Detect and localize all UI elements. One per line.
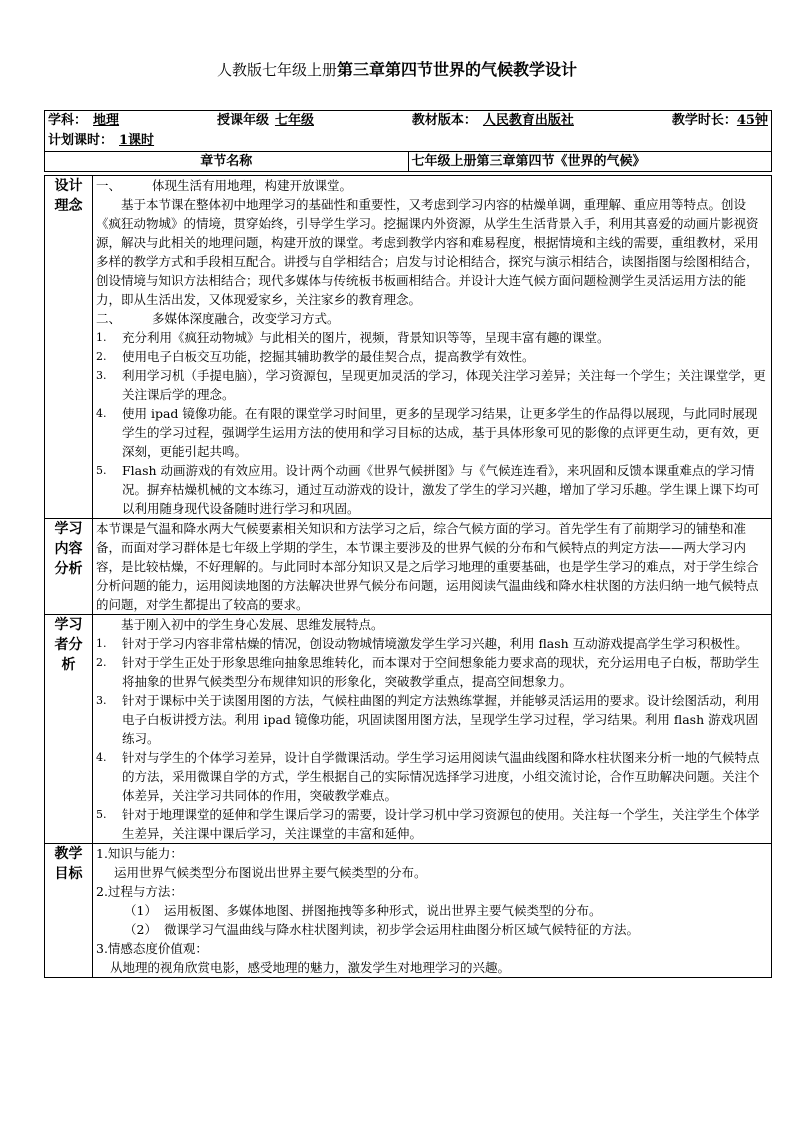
- list-item: [96, 461, 768, 518]
- learner-analysis-row: [45, 615, 772, 844]
- edition-value: 人民教育出版社: [482, 113, 574, 128]
- goals-row: [45, 844, 772, 978]
- list-item: [96, 347, 768, 366]
- lesson-plan-table: [44, 110, 772, 172]
- item-number: 3.: [96, 369, 107, 382]
- item-number: 1.: [96, 637, 107, 650]
- title-prefix: 人教版七年级上册: [216, 61, 337, 79]
- item-number: 4.: [96, 407, 107, 420]
- learner-analysis-label: 学习者分析: [45, 615, 93, 844]
- plan-value: 1课时: [119, 133, 155, 148]
- design-list: [96, 328, 768, 518]
- list-item: [96, 691, 768, 748]
- item-number: 4.: [96, 751, 107, 764]
- learner-analysis-content: [93, 615, 772, 844]
- item-text: 针对于学生正处于形象思维向抽象思维转化，而本课对于空间想象能力要求高的现状，充分运用电子白板，帮助学生将抽象的世界气候类型分布规律知识的形象化，突破教学重点，提高空间想象力。: [122, 655, 760, 689]
- goals-label: 教学目标: [45, 844, 93, 978]
- subject-value: 地理: [93, 113, 120, 128]
- plan-label: 计划课时：: [48, 133, 114, 148]
- item-text: 针对于地理课堂的延伸和学生课后学习的需要，设计学习机中学习资源包的使用。关注每一个学生，关注学生个体学生差异，关注课中课后学习，关注课堂的丰富和延伸。: [122, 807, 760, 841]
- learner-list: [96, 634, 768, 843]
- header-line-1: [48, 111, 768, 131]
- list-item: [96, 404, 768, 461]
- goals-heading-2: 2.过程与方法：: [96, 884, 183, 899]
- list-item: [96, 328, 768, 347]
- list-item: [96, 805, 768, 843]
- duration-group: [672, 111, 768, 131]
- content-table: [44, 175, 772, 978]
- list-item: [96, 634, 768, 653]
- subject-label: 学科：: [48, 113, 88, 128]
- design-content: [93, 176, 772, 519]
- learner-intro: 基于刚入初中的学生身心发展、思维发展特点。: [121, 617, 384, 632]
- content-analysis-label: 学习内容分析: [45, 519, 93, 615]
- header-line-2: [48, 131, 768, 151]
- heading-text: 多媒体深度融合，改变学习方式。: [152, 311, 340, 326]
- grade-group: [217, 111, 320, 131]
- subject-group: [48, 111, 125, 131]
- item-number: 3.: [96, 694, 107, 707]
- item-text: Flash 动画游戏的有效应用。设计两个动画《世界气候拼图》与《气候连连看》，来巩固和反馈本课重难点的学习情况。摒弃枯燥机械的文本练习，通过互动游戏的设计，激发了学生的学习兴趣，增加了学习乐趣。学生课上课下均可以利用随身现代设备随时进行学习和巩固。: [122, 463, 760, 516]
- goals-text-1: 运用世界气候类型分布图说出世界主要气候类型的分布。: [114, 865, 427, 880]
- title-main: 第三章第四节世界的气候教学设计: [337, 60, 578, 79]
- item-number: 2.: [96, 350, 107, 363]
- chapter-name: 七年级上册第三章第四节《世界的气候》: [408, 152, 772, 172]
- grade-label: 授课年级: [216, 113, 269, 128]
- item-number: 5.: [96, 808, 107, 821]
- chapter-label: 章节名称: [45, 152, 409, 172]
- goals-content: [93, 844, 772, 978]
- item-number: （2）: [124, 922, 157, 937]
- item-text: 运用板图、多媒体地图、拼图拖拽等多种形式，说出世界主要气候类型的分布。: [164, 903, 602, 918]
- grade-value: 七年级: [274, 113, 314, 128]
- goals-heading-1: 1.知识与能力：: [96, 846, 183, 861]
- goals-heading-3: 3.情感态度价值观：: [96, 941, 208, 956]
- item-text: 利用学习机（手提电脑），学习资源包，呈现更加灵活的学习，体现关注学习差异；关注每一个学生；关注课堂学，更关注课后学的理念。: [122, 368, 766, 402]
- content-analysis-row: [45, 519, 772, 615]
- edition-group: [412, 111, 580, 131]
- chapter-row: [45, 152, 772, 172]
- item-number: 1.: [96, 331, 107, 344]
- goal-item: [96, 901, 768, 920]
- edition-label: 教材版本：: [411, 113, 477, 128]
- page-title: [0, 58, 794, 82]
- design-heading-1: [96, 176, 768, 195]
- design-heading-2: [96, 309, 768, 328]
- list-item: [96, 653, 768, 691]
- item-text: 使用 ipad 镜像功能。在有限的课堂学习时间里，更多的呈现学习结果，让更多学生的作品得以展现，与此同时展现学生的学习过程，强调学生运用方法的使用和学习目标的达成，基于具体形象可见的影像的点评更生动，更有效，更深刻，更能引起共鸣。: [122, 406, 760, 459]
- header-row: [45, 111, 772, 152]
- heading-text: 体现生活有用地理，构建开放课堂。: [152, 178, 353, 193]
- content-analysis-text: 本节课是气温和降水两大气候要素相关知识和方法学习之后，综合气候方面的学习。首先学生有了前期学习的铺垫和准备，而面对学习群体是七年级上学期的学生，本节课主要涉及的世界气候的分布和气候特点的判定方法——两大学习内容，是比较枯燥，不好理解的。与此同时本部分知识又是之后学习地理的重要基础，也是学生学习的难点，对于学生综合分析问题的能力，运用阅读地图的方法解决世界气候分布问题，运用阅读气温曲线和降水柱状图的方法归纳一地气候特点的问题，对学生都提出了较高的要求。: [93, 519, 772, 615]
- item-text: 使用电子白板交互功能，挖掘其辅助教学的最佳契合点，提高教学有效性。: [122, 349, 535, 364]
- duration-label: 教学时长：: [671, 113, 737, 128]
- heading-num: 一、: [96, 178, 122, 193]
- heading-num: 二、: [96, 311, 122, 326]
- item-number: （1）: [124, 903, 157, 918]
- item-text: 充分利用《疯狂动物城》与此相关的图片，视频，背景知识等等，呈现丰富有趣的课堂。: [122, 330, 610, 345]
- design-label: 设计理念: [45, 176, 93, 519]
- design-paragraph: 基于本节课在整体初中地理学习的基础性和重要性，又考虑到学习内容的枯燥单调，重理解、重应用等特点。创设《疯狂动物城》的情境，贯穿始终，引导学生学习。挖掘课内外资源，从学生生活背景入手，利用其喜爱的动画片影视资源，解决与此相关的地理问题，构建开放的课堂。考虑到教学内容和难易程度，根据情境和主线的需要，重组教材，采用多样的教学方式和手段相互配合。讲授与自学相结合；启发与讨论相结合，探究与演示相结合，读图指图与绘图相结合，创设情境与知识方法相结合；现代多媒体与传统板书板画相结合。并设计大连气候方面问题检测学生灵活运用方法的能力，即从生活出发，又体现爱家乡，关注家乡的教育理念。: [96, 197, 759, 307]
- item-number: 2.: [96, 656, 107, 669]
- design-row: [45, 176, 772, 519]
- item-text: 针对于学习内容非常枯燥的情况，创设动物城情境激发学生学习兴趣，利用 flash 互动游戏提高学生学习积极性。: [122, 636, 748, 651]
- header-cell: [45, 111, 772, 152]
- item-text: 针对与学生的个体学习差异，设计自学微课活动。学生学习运用阅读气温曲线图和降水柱状图来分析一地的气候特点的方法，采用微课自学的方式，学生根据自己的实际情况选择学习进度，小组交流讨论，合作互助解决问题。关注个体差异，关注学习共同体的作用，突破教学难点。: [122, 750, 760, 803]
- goal-item: [96, 920, 768, 939]
- duration-value: 45钟: [736, 113, 768, 128]
- item-text: 针对于课标中关于读图用图的方法，气候柱曲图的判定方法熟练掌握，并能够灵活运用的要求。设计绘图活动，利用电子白板讲授方法。利用 ipad 镜像功能，巩固读图用图方法，呈现学生学习过程，学习结果。利用 flash 游戏巩固练习。: [122, 693, 760, 746]
- item-number: 5.: [96, 464, 107, 477]
- list-item: [96, 748, 768, 805]
- item-text: 微课学习气温曲线与降水柱状图判读，初步学会运用柱曲图分析区域气候特征的方法。: [164, 922, 640, 937]
- list-item: [96, 366, 768, 404]
- goals-text-3: 从地理的视角欣赏电影，感受地理的魅力，激发学生对地理学习的兴趣。: [110, 960, 511, 975]
